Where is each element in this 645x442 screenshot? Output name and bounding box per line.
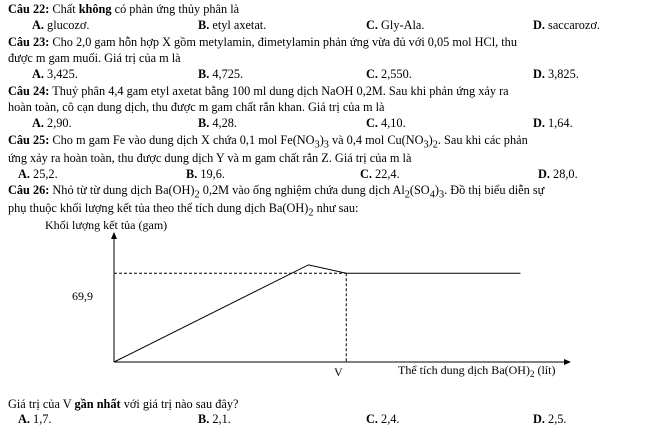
q23-option-c: C. 2,550. — [366, 67, 412, 81]
q25-option-a: A. 25,2. — [18, 167, 58, 181]
precipitate-line — [114, 265, 520, 362]
q23-option-b: B. 4,725. — [198, 67, 244, 81]
question-25-stem-line2: ứng xảy ra hoàn toàn, thu được dung dịch Y và m gam chất rắn Z. Giá trị của m là — [8, 151, 412, 165]
question-24-stem-line1: Câu 24: Thuỷ phân 4,4 gam etyl axetat bằng 100 ml dung dịch NaOH 0,2M. Sau khi phản ứng xảy ra — [8, 84, 509, 98]
q23-option-d: D. 3,825. — [533, 67, 579, 81]
q25-option-d: D. 28,0. — [538, 167, 578, 181]
q24-option-c: C. 4,10. — [366, 116, 406, 130]
question-24-label: Câu 24: — [8, 84, 50, 98]
question-25-stem-line1: Câu 25: Cho m gam Fe vào dung dịch X chứa 0,1 mol $Fe(NO_3)_3$ và 0,4 mol $Cu(NO_3)_2$. Sau khi các phản — [8, 133, 528, 151]
y-axis-label: Khối lượng kết tủa (gam) — [45, 218, 168, 232]
q25-option-b: B. 19,6. — [186, 167, 225, 181]
q26-option-d: D. 2,5. — [533, 412, 567, 426]
x-tick-label: V — [334, 365, 343, 379]
q26-option-b: B. 2,1. — [198, 412, 231, 426]
q22-option-c: C. Gly-Ala. — [366, 18, 425, 32]
q26-option-c: C. 2,4. — [366, 412, 400, 426]
y-tick-label: 69,9 — [72, 289, 93, 303]
question-24-stem-line2: hoàn toàn, cô cạn dung dịch, thu được m gam chất rắn khan. Giá trị của m là — [8, 100, 385, 114]
question-22-stem: Câu 22: Chất không có phản ứng thủy phân là — [8, 2, 240, 16]
question-23-stem-line1: Câu 23: Cho 2,0 gam hỗn hợp X gồm metylamin, đimetylamin phản ứng vừa đủ với 0,05 mol HCl, thu — [8, 35, 517, 49]
q25-option-c: C. 22,4. — [360, 167, 400, 181]
question-26-stem-line2: phụ thuộc khối lượng kết tủa theo thể tích dung dịch $Ba(OH)_2$ như sau: — [8, 201, 359, 219]
q23-option-a: A. 3,425. — [32, 67, 78, 81]
question-22-label: Câu 22: — [8, 2, 50, 16]
question-25-label: Câu 25: — [8, 133, 50, 147]
x-axis-label: Thể tích dung dịch $Ba(OH)_2$ (lít) — [398, 363, 556, 379]
question-23-stem-line2: được m gam muối. Giá trị của m là — [8, 51, 181, 65]
q22-option-a: A. glucozơ. — [32, 18, 90, 32]
question-26-stem-line1: Câu 26: Nhỏ từ từ dung dịch $Ba(OH)_2$ 0,2M vào ống nghiệm chứa dung dịch $Al_2(SO_4)_3$. Đồ thị biểu diễn sự — [8, 183, 545, 201]
q22-option-d: D. saccarozơ. — [533, 18, 600, 32]
question-26-label: Câu 26: — [8, 183, 50, 197]
q24-option-b: B. 4,28. — [198, 116, 237, 130]
question-26-prompt: Giá trị của V gần nhất với giá trị nào sau đây? — [8, 397, 239, 411]
q24-option-a: A. 2,90. — [32, 116, 72, 130]
q26-option-a: A. 1,7. — [18, 412, 52, 426]
question-23-label: Câu 23: — [8, 35, 50, 49]
q24-option-d: D. 1,64. — [533, 116, 573, 130]
q22-option-b: B. etyl axetat. — [198, 18, 267, 32]
